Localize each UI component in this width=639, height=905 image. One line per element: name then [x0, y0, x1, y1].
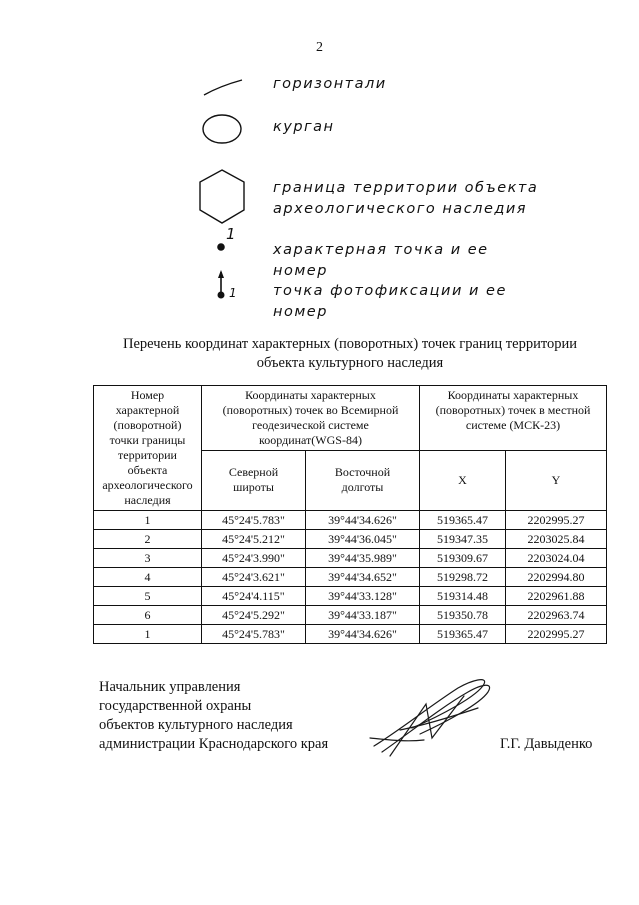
header-text: (поворотных) точек во Всемирной: [222, 402, 399, 417]
header-text: системе (МСК-23): [465, 418, 561, 432]
characteristic-point-icon: [214, 240, 228, 254]
header-text: Номер: [130, 388, 165, 402]
point-number-cell: 6: [94, 606, 202, 625]
contour-line-icon: [200, 76, 246, 100]
header-text: (поворотных) точек в местной: [435, 403, 591, 417]
legend-mound-label: курган: [273, 119, 335, 135]
latitude-cell: 45°24'4.115": [202, 587, 306, 606]
y-cell: 2203025.84: [506, 530, 607, 549]
latitude-cell: 45°24'3.621": [202, 568, 306, 587]
header-text: объекта: [127, 463, 168, 477]
y-cell: 2202961.88: [506, 587, 607, 606]
latitude-cell: 45°24'5.292": [202, 606, 306, 625]
latitude-header: [202, 450, 306, 510]
point-number-cell: 4: [94, 568, 202, 587]
legend-contour-label: горизонтали: [273, 76, 387, 92]
longitude-cell: 39°44'35.989": [306, 549, 420, 568]
header-text: координат(WGS-84): [259, 432, 362, 447]
y-cell: 2203024.04: [506, 549, 607, 568]
longitude-cell: 39°44'34.626": [306, 625, 420, 644]
signatory-name: Г.Г. Давыденко: [500, 736, 593, 752]
y-cell: 2202995.27: [506, 511, 607, 530]
x-cell: 519314.48: [420, 587, 506, 606]
signatory-title-line: Начальник управления: [99, 679, 241, 695]
signatory-title-line: государственной охраны: [99, 698, 252, 714]
point-number-digit: 1: [226, 225, 238, 243]
header-text: Северной: [228, 465, 279, 480]
table-row: [94, 606, 607, 625]
header-text: Координаты характерных: [245, 387, 376, 402]
legend-boundary-line1: граница территории объекта: [273, 180, 539, 196]
latitude-cell: 45°24'5.783": [202, 625, 306, 644]
longitude-header: [306, 450, 420, 510]
header-text: наследия: [124, 493, 171, 507]
table-row: [94, 568, 607, 587]
x-cell: 519350.78: [420, 606, 506, 625]
header-text: Координаты характерных: [447, 388, 579, 402]
legend-photo-line2: номер: [273, 304, 328, 320]
heading-line2: объекта культурного наследия: [256, 355, 444, 371]
table-row: [94, 511, 607, 530]
y-cell: 2202995.27: [506, 625, 607, 644]
header-text: (поворотной): [113, 418, 182, 432]
header-text: территории: [118, 448, 177, 462]
point-number-cell: 5: [94, 587, 202, 606]
header-text: археологического: [102, 478, 193, 492]
header-text: широты: [233, 480, 274, 495]
coordinates-table: [93, 385, 607, 644]
signatory-title-line: администрации Краснодарского края: [99, 736, 329, 752]
handwritten-signature: [360, 668, 510, 763]
legend-point-line1: характерная точка и ее: [273, 242, 489, 258]
x-cell: 519298.72: [420, 568, 506, 587]
point-number-header: [94, 386, 202, 511]
header-text: характерной: [115, 403, 180, 417]
hexagon-boundary-icon: [194, 166, 250, 228]
photo-number-digit: 1: [229, 286, 239, 300]
y-cell: 2202963.74: [506, 606, 607, 625]
point-number-cell: 1: [94, 625, 202, 644]
header-text: Восточной: [334, 465, 391, 480]
longitude-cell: 39°44'36.045": [306, 530, 420, 549]
x-cell: 519365.47: [420, 511, 506, 530]
x-cell: 519347.35: [420, 530, 506, 549]
y-header: Y: [506, 450, 607, 510]
longitude-cell: 39°44'33.187": [306, 606, 420, 625]
latitude-cell: 45°24'3.990": [202, 549, 306, 568]
point-number-cell: 3: [94, 549, 202, 568]
header-text: геодезической системе: [252, 417, 369, 432]
header-text: точки границы: [109, 433, 186, 447]
page-number: 2: [316, 40, 323, 55]
heading-line1: Перечень координат характерных (поворотных) точек границ территории: [122, 336, 578, 352]
signatory-title: [99, 678, 328, 754]
table-row: [94, 530, 607, 549]
signatory-title-line: объектов культурного наследия: [99, 717, 293, 733]
mound-ellipse-icon: [200, 112, 246, 146]
point-number-cell: 1: [94, 511, 202, 530]
legend-photo-line1: точка фотофиксации и ее: [273, 283, 507, 299]
header-text: долготы: [341, 480, 384, 495]
x-cell: 519309.67: [420, 549, 506, 568]
x-cell: 519365.47: [420, 625, 506, 644]
longitude-cell: 39°44'33.128": [306, 587, 420, 606]
longitude-cell: 39°44'34.652": [306, 568, 420, 587]
table-header-row: [94, 386, 607, 451]
legend-point-line2: номер: [273, 263, 328, 279]
latitude-cell: 45°24'5.212": [202, 530, 306, 549]
msk23-header: [420, 386, 607, 451]
legend-boundary-line2: археологического наследия: [273, 201, 528, 217]
x-header: X: [420, 450, 506, 510]
y-cell: 2202994.80: [506, 568, 607, 587]
photo-point-arrow-icon: [212, 268, 230, 302]
longitude-cell: 39°44'34.626": [306, 511, 420, 530]
latitude-cell: 45°24'5.783": [202, 511, 306, 530]
table-row: [94, 587, 607, 606]
table-row: [94, 625, 607, 644]
point-number-cell: 2: [94, 530, 202, 549]
table-row: [94, 549, 607, 568]
wgs84-header: [202, 386, 420, 451]
coordinates-heading: [90, 335, 610, 373]
